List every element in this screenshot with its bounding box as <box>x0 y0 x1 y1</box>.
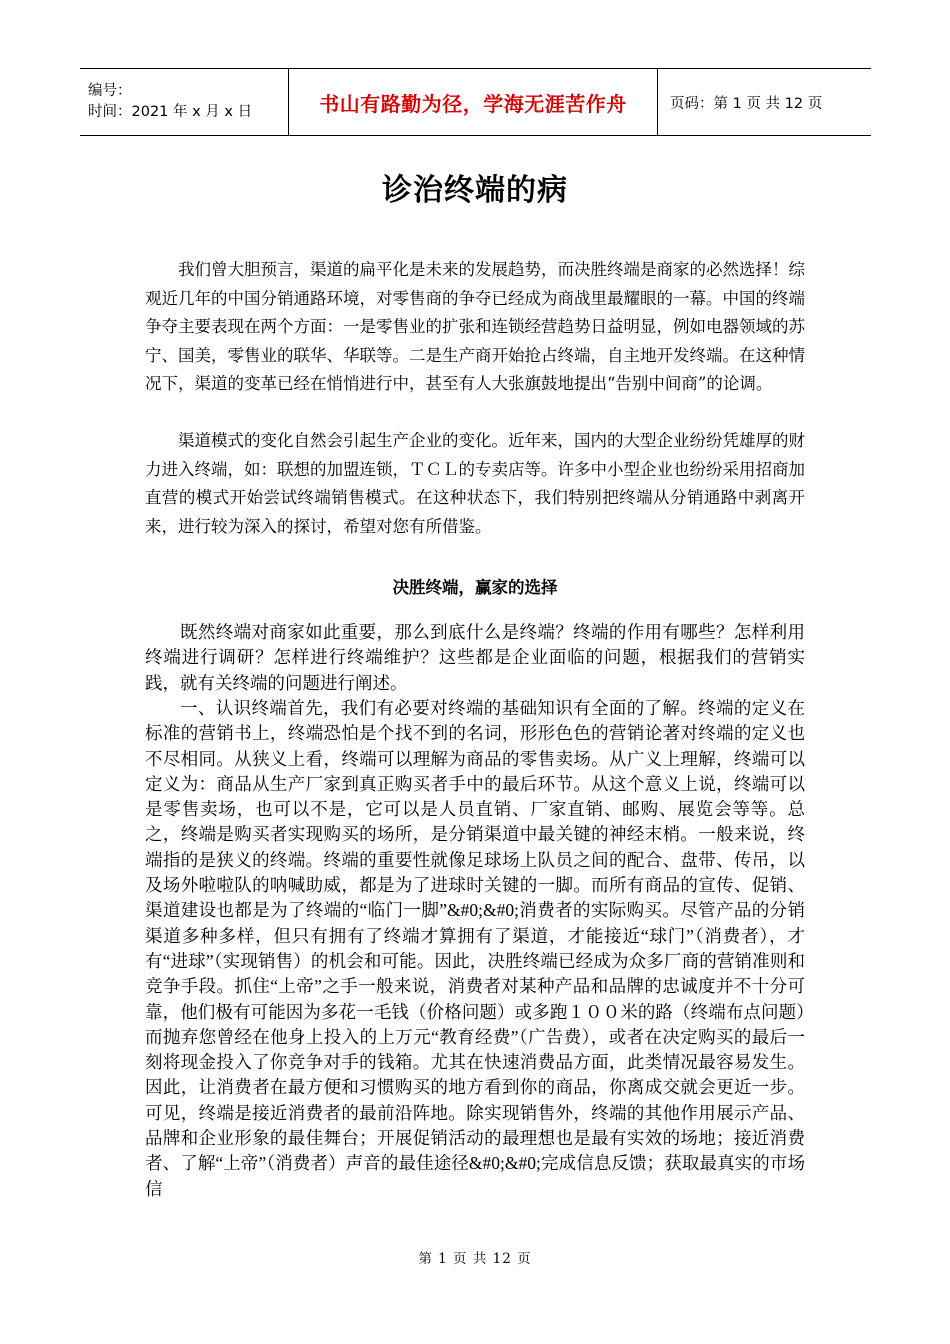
section-heading: 决胜终端，赢家的选择 <box>392 578 558 597</box>
document-title: 诊治终端的病 <box>382 173 568 208</box>
header-table <box>80 68 871 136</box>
document-number-label: 编号： <box>88 83 132 99</box>
body-paragraph-2: 一、认识终端首先，我们有必要对终端的基础知识有全面的了解。终端的定义在标准的营销书上，终端恐怕是个找不到的名词，形形色色的营销论著对终端的定义也不尽相同。从狭义上看，终端可以理解为商品的零售卖场。从广义上理解，终端可以定义为：商品从生产厂家到真正购买者手中的最后环节。从这个意义上说，终端可以是零售卖场，也可以不是，它可以是人员直销、厂家直销、邮购、展览会等等。总之，终端是购买者实现购买的场所，是分销渠道中最关键的神经末梢。一般来说，终端指的是狭义的终端。终端的重要性就像足球场上队员之间的配合、盘带、传吊，以及场外啦啦队的呐喊助威，都是为了进球时关键的一脚。而所有商品的宣传、促销、渠道建设也都是为了终端的“临门一脚”&#0;&#0;消费者的实际购买。尽管产品的分销渠道多种多样，但只有拥有了终端才算拥有了渠道，才能接近“球门”（消费者），才有“进球”（实现销售）的机会和可能。因此，决胜终端已经成为众多厂商的营销准则和竞争手段。抓住“上帝”之手一般来说，消费者对某种产品和品牌的忠诚度并不十分可靠，他们极有可能因为多花一毛钱（价格问题）或多跑１００米的路（终端布点问题）而抛弃您曾经在他身上投入的上万元“教育经费”（广告费），或者在决定购买的最后一刻将现金投入了你竞争对手的钱箱。尤其在快速消费品方面，此类情况最容易发生。因此，让消费者在最方便和习惯购买的地方看到你的商品，你离成交就会更近一步。可见，终端是接近消费者的最前沿阵地。除实现销售外，终端的其他作用展示产品、品牌和企业形象的最佳舞台；开展促销活动的最理想也是最有实效的场地；接近消费者、了解“上帝”（消费者）声音的最佳途径&#0;&#0;完成信息反馈；获取最真实的市场信 <box>145 698 805 1199</box>
body-paragraph-1: 既然终端对商家如此重要，那么到底什么是终端？终端的作用有哪些？怎样利用终端进行调研？怎样进行终端维护？这些都是企业面临的问题，根据我们的营销实践，就有关终端的问题进行阐述。 <box>145 622 805 693</box>
intro-paragraph-2: 渠道模式的变化自然会引起生产企业的变化。近年来，国内的大型企业纷纷凭雄厚的财力进入终端，如：联想的加盟连锁，ＴＣＬ的专卖店等。许多中小型企业也纷纷采用招商加直营的模式开始尝试终端销售模式。在这种状态下，我们特别把终端从分销通路中剥离开来，进行较为深入的探讨，希望对您有所借鉴。 <box>145 431 805 536</box>
page-footer: 第 1 页 共 12 页 <box>418 1251 532 1267</box>
intro-paragraph-1: 我们曾大胆预言，渠道的扁平化是未来的发展趋势，而决胜终端是商家的必然选择！综观近几年的中国分销通路环境，对零售商的争夺已经成为商战里最耀眼的一幕。中国的终端争夺主要表现在两个方面：一是零售业的扩张和连锁经营趋势日益明显，例如电器领域的苏宁、国美，零售业的联华、华联等。二是生产商开始抢占终端，自主地开发终端。在这种情况下，渠道的变革已经在悄悄进行中，甚至有人大张旗鼓地提出“告别中间商”的论调。 <box>145 260 805 393</box>
header-motto: 书山有路勤为径，学海无涯苦作舟 <box>289 69 658 136</box>
header-meta-cell <box>80 69 289 136</box>
document-date-label: 时间：2021 年 x 月 x 日 <box>88 104 253 120</box>
header-page-info: 页码：第 1 页 共 12 页 <box>658 69 872 136</box>
